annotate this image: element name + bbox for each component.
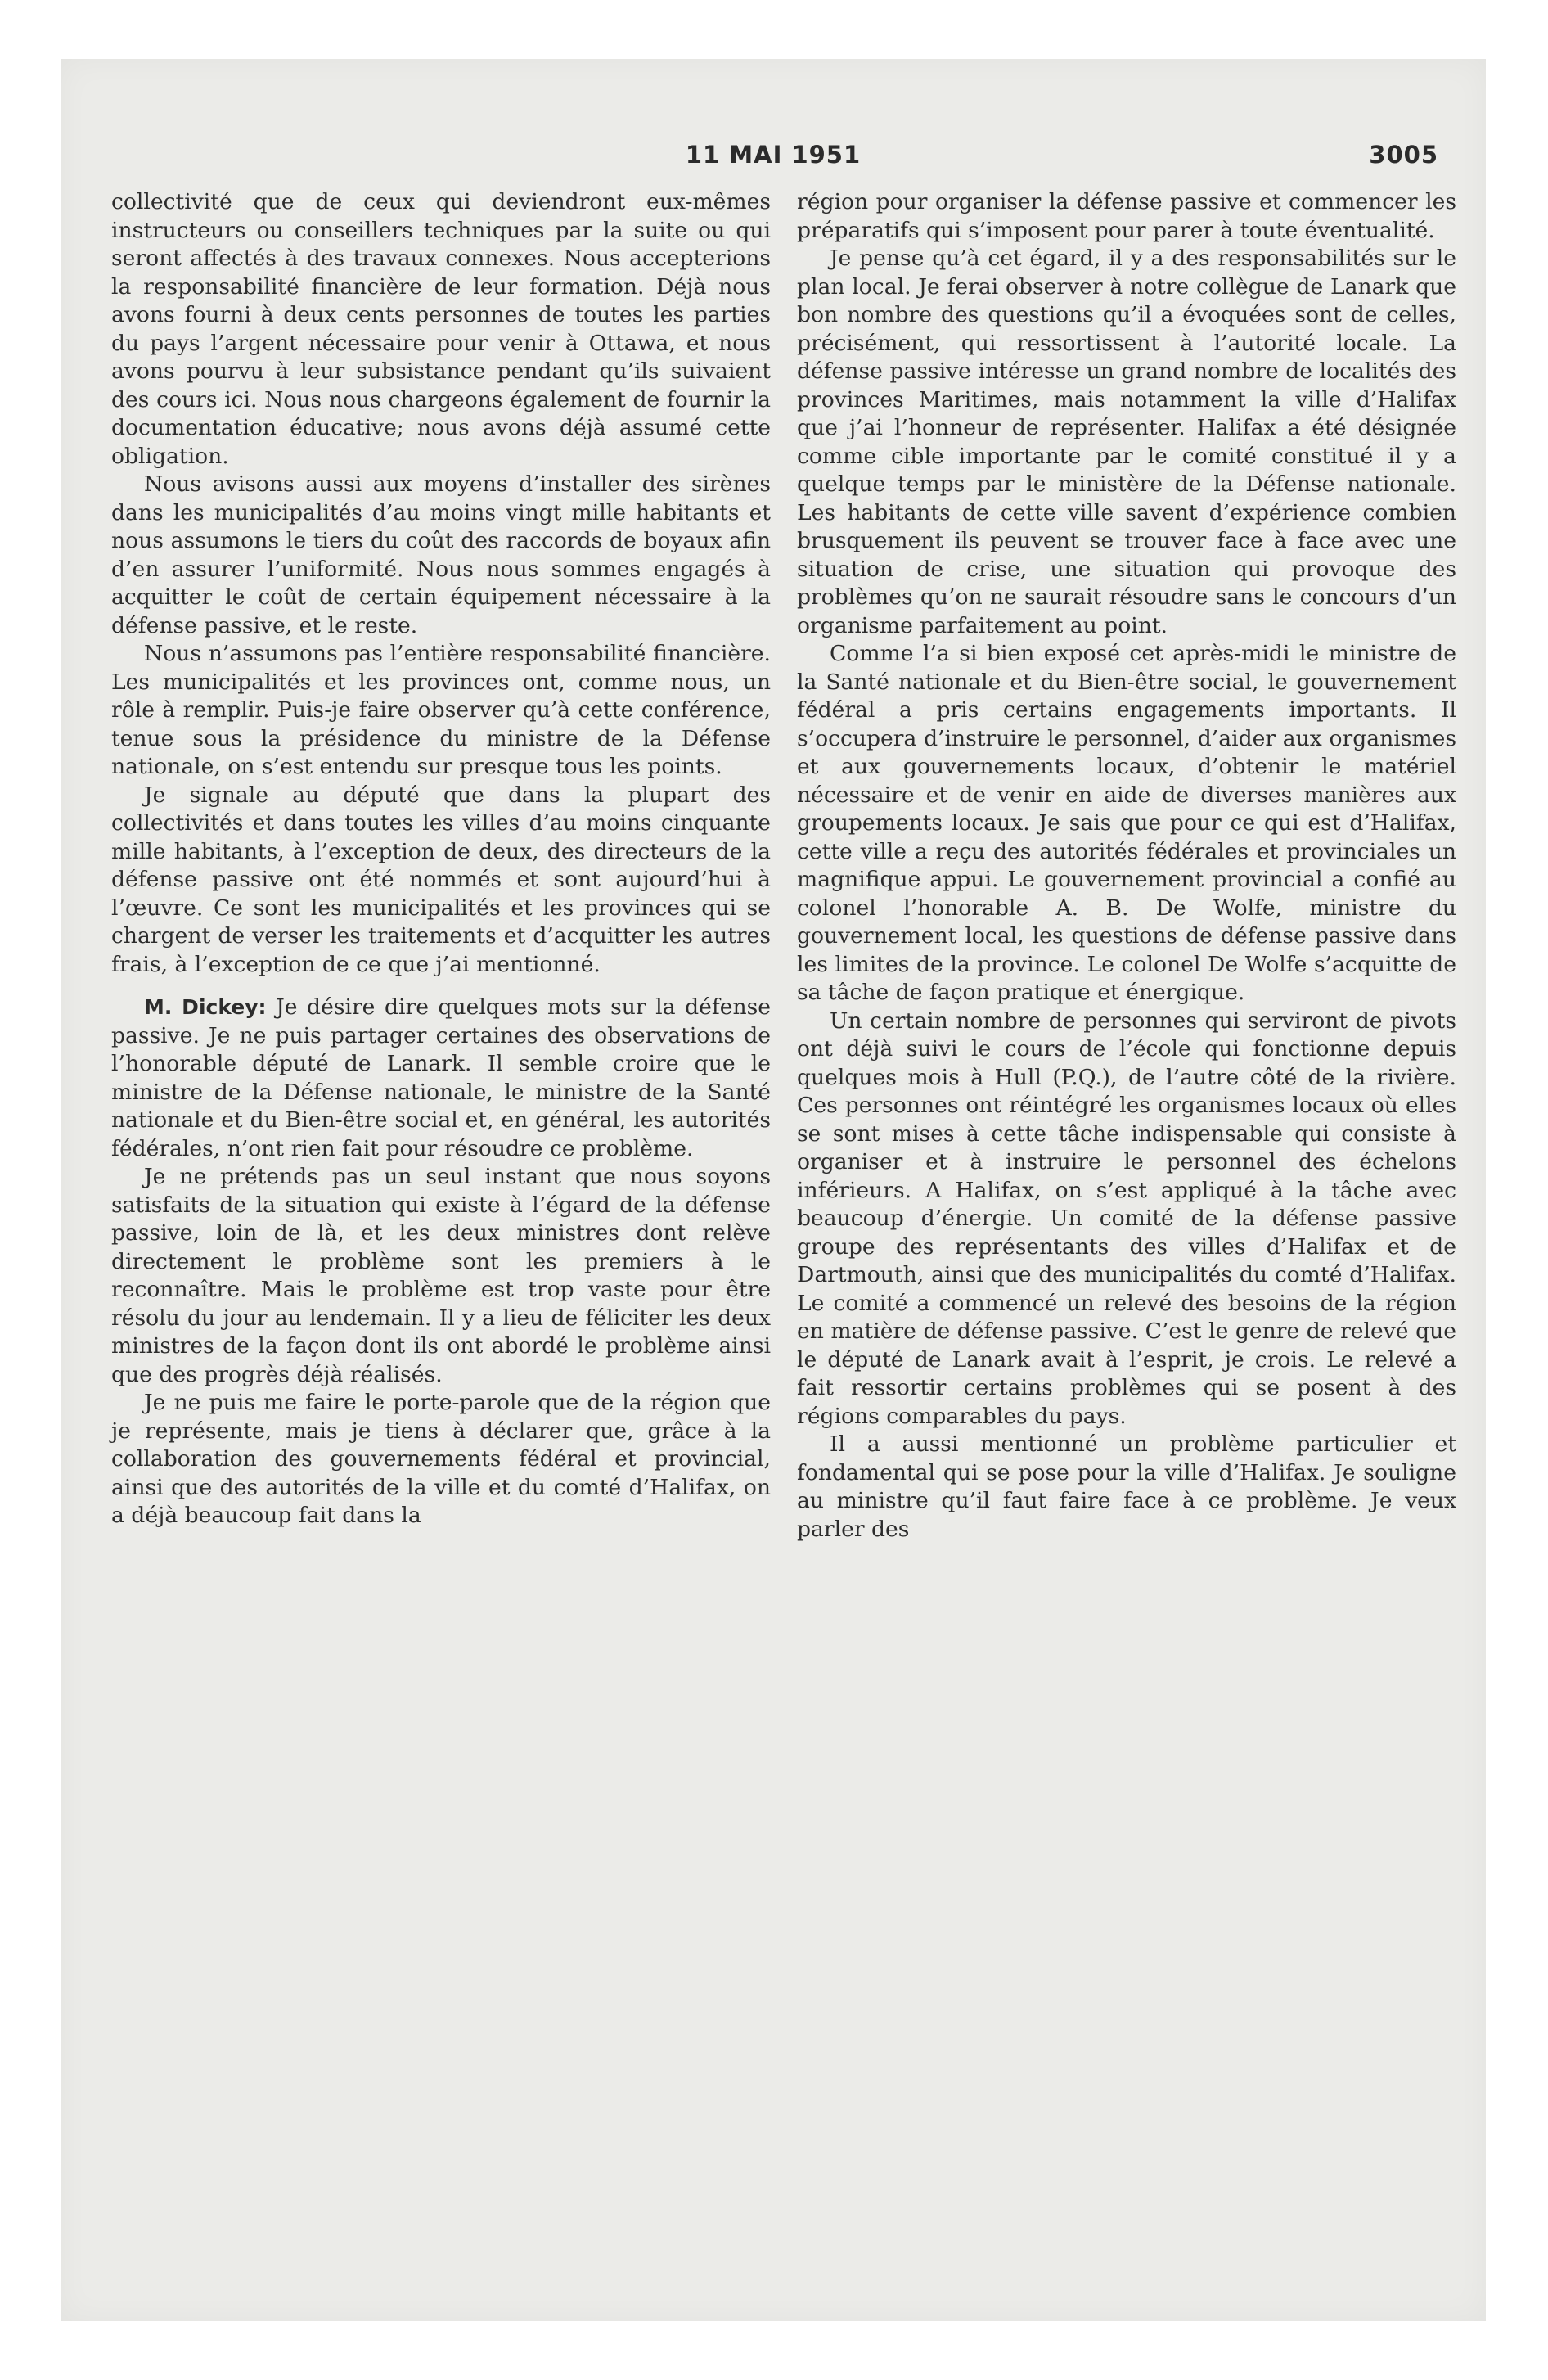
right-column xyxy=(797,188,1456,1544)
paragraph: Nous avisons aussi aux moyens d’installer des sirènes dans les municipalités d’au moins vingt mille habitants et nous assumons le tiers du coût des raccords de boyaux afin d’en assurer l’uniformité. Nous nous sommes engagés à acquitter le coût de certain équipement nécessaire à la défense passive, et le reste. xyxy=(111,471,771,638)
paragraph: Il a aussi mentionné un problème particulier et fondamental qui se pose pour la ville d’Halifax. Je souligne au ministre qu’il faut faire face à ce problème. Je veux parler des xyxy=(797,1431,1456,1542)
speech-text: Je désire dire quelques mots sur la défense passive. Je ne puis partager certaines des observations de l’honorable député de Lanark. Il semble croire que le ministre de la Défense nationale, le ministre de la Santé nationale et du Bien-être social et, en général, les autorités fédérales, n’ont rien fait pour résoudre ce problème. xyxy=(111,994,771,1161)
paragraph: Je pense qu’à cet égard, il y a des responsabilités sur le plan local. Je ferai observer à notre collègue de Lanark que bon nombre des questions qu’il a évoquées sont de celles, précisément, qui ressortissent à l’autorité locale. La défense passive intéresse un grand nombre de localités des provinces Maritimes, mais notamment la ville d’Halifax que j’ai l’honneur de représenter. Halifax a été désignée comme cible importante par le comité constitué il y a quelque temps par le ministère de la Défense nationale. Les habitants de cette ville savent d’expérience combien brusquement ils peuvent se trouver face à face avec une situation de crise, une situation qui provoque des problèmes qu’on ne saurait résoudre sans le concours d’un organisme parfaitement au point. xyxy=(797,246,1456,638)
paragraph: région pour organiser la défense passive et commencer les préparatifs qui s’imposent pour parer à toute éventualité. xyxy=(797,189,1456,243)
paragraph: collectivité que de ceux qui deviendront eux-mêmes instructeurs ou conseillers techniques par la suite ou qui seront affectés à des travaux connexes. Nous accepterions la responsabilité financière de leur formation. Déjà nous avons fourni à deux cents personnes de toutes les parties du pays l’argent nécessaire pour venir à Ottawa, et nous avons pourvu à leur subsistance pendant qu’ils suivaient des cours ici. Nous nous chargeons également de fournir la documentation éducative; nous avons déjà assumé cette obligation. xyxy=(111,189,771,469)
speaker-name: M. Dickey: xyxy=(144,995,267,1019)
left-column xyxy=(111,188,771,1530)
paragraph: Un certain nombre de personnes qui serviront de pivots ont déjà suivi le cours de l’école qui fonctionne depuis quelques mois à Hull (P.Q.), de l’autre côté de la rivière. Ces personnes ont réintégré les organismes locaux où elles se sont mises à cette tâche indispensable qui consiste à organiser et à instruire le personnel des échelons inférieurs. A Halifax, on s’est appliqué à la tâche avec beaucoup d’énergie. Un comité de la défense passive groupe des représentants des villes d’Halifax et de Dartmouth, ainsi que des municipalités du comté d’Halifax. Le comité a commencé un relevé des besoins de la région en matière de défense passive. C’est le genre de relevé que le député de Lanark avait à l’esprit, je crois. Le relevé a fait ressortir certains problèmes qui se posent à des régions comparables du pays. xyxy=(797,1007,1456,1429)
page-header xyxy=(61,141,1486,182)
paragraph: Nous n’assumons pas l’entière responsabilité financière. Les municipalités et les provinces ont, comme nous, un rôle à remplir. Puis-je faire observer qu’à cette conférence, tenue sous la présidence du ministre de la Défense nationale, on s’est entendu sur presque tous les points. xyxy=(111,641,771,779)
page-number: 3005 xyxy=(1369,141,1438,169)
speaker-paragraph xyxy=(111,994,771,1163)
paragraph: Comme l’a si bien exposé cet après-midi le ministre de la Santé nationale et du Bien-être social, le gouvernement fédéral a pris certains engagements importants. Il s’occupera d’instruire le personnel, d’aider aux organismes et aux gouvernements locaux, d’obtenir le matériel nécessaire et de venir en aide de diverses manières aux groupements locaux. Je sais que pour ce qui est d’Halifax, cette ville a reçu des autorités fédérales et provinciales un magnifique appui. Le gouvernement provincial a confié au colonel l’honorable A. B. De Wolfe, ministre du gouvernement local, les questions de défense passive dans les limites de la province. Le colonel De Wolfe s’acquitte de sa tâche de façon pratique et énergique. xyxy=(797,641,1456,1005)
page-date: 11 MAI 1951 xyxy=(685,141,862,169)
hansard-page xyxy=(61,59,1486,2321)
paragraph: Je ne puis me faire le porte-parole que de la région que je représente, mais je tiens à déclarer que, grâce à la collaboration des gouvernements fédéral et provincial, ainsi que des autorités de la ville et du comté d’Halifax, on a déjà beaucoup fait dans la xyxy=(111,1390,771,1528)
paragraph: Je signale au député que dans la plupart des collectivités et dans toutes les villes d’au moins cinquante mille habitants, à l’exception de deux, des directeurs de la défense passive ont été nommés et sont aujourd’hui à l’œuvre. Ce sont les municipalités et les provinces qui se chargent de verser les traitements et d’acquitter les autres frais, à l’exception de ce que j’ai mentionné. xyxy=(111,782,771,977)
paragraph: Je ne prétends pas un seul instant que nous soyons satisfaits de la situation qui existe à l’égard de la défense passive, loin de là, et les deux ministres dont relève directement le problème sont les premiers à le reconnaître. Mais le problème est trop vaste pour être résolu du jour au lendemain. Il y a lieu de féliciter les deux ministres de la façon dont ils ont abordé le problème ainsi que des progrès déjà réalisés. xyxy=(111,1164,771,1387)
